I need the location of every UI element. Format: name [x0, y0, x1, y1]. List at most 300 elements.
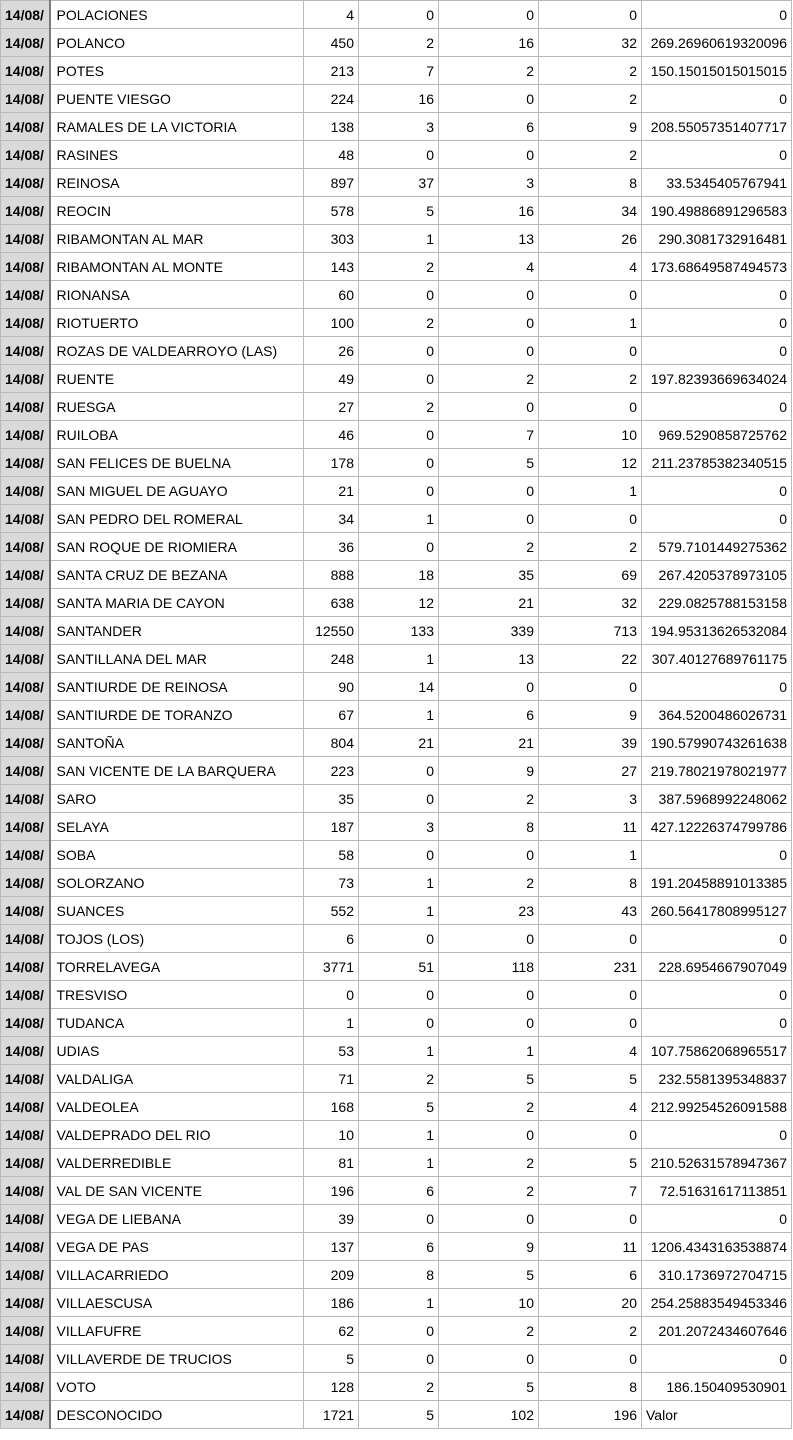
date-cell[interactable]: 14/08/: [1, 505, 50, 533]
value-cell-d[interactable]: 0: [539, 1, 642, 29]
value-cell-a[interactable]: 62: [304, 1317, 359, 1345]
date-cell[interactable]: 14/08/: [1, 1009, 50, 1037]
value-cell-b[interactable]: 2: [359, 1373, 439, 1401]
value-cell-c[interactable]: 35: [439, 561, 539, 589]
value-cell-b[interactable]: 5: [359, 197, 439, 225]
municipality-cell[interactable]: RUILOBA: [50, 421, 304, 449]
rate-cell[interactable]: 186.150409530901: [642, 1373, 792, 1401]
rate-cell[interactable]: 254.25883549453346: [642, 1289, 792, 1317]
value-cell-b[interactable]: 2: [359, 1065, 439, 1093]
municipality-cell[interactable]: SANTA CRUZ DE BEZANA: [50, 561, 304, 589]
value-cell-d[interactable]: 8: [539, 169, 642, 197]
value-cell-a[interactable]: 27: [304, 393, 359, 421]
value-cell-d[interactable]: 20: [539, 1289, 642, 1317]
municipality-cell[interactable]: VOTO: [50, 1373, 304, 1401]
municipality-cell[interactable]: SAN PEDRO DEL ROMERAL: [50, 505, 304, 533]
municipality-cell[interactable]: ROZAS DE VALDEARROYO (LAS): [50, 337, 304, 365]
date-cell[interactable]: 14/08/: [1, 1317, 50, 1345]
value-cell-d[interactable]: 5: [539, 1065, 642, 1093]
value-cell-a[interactable]: 248: [304, 645, 359, 673]
value-cell-c[interactable]: 0: [439, 505, 539, 533]
value-cell-c[interactable]: 10: [439, 1289, 539, 1317]
value-cell-b[interactable]: 0: [359, 757, 439, 785]
value-cell-d[interactable]: 2: [539, 1317, 642, 1345]
municipality-cell[interactable]: TORRELAVEGA: [50, 953, 304, 981]
date-cell[interactable]: 14/08/: [1, 785, 50, 813]
municipality-cell[interactable]: VEGA DE LIEBANA: [50, 1205, 304, 1233]
value-cell-c[interactable]: 21: [439, 589, 539, 617]
date-cell[interactable]: 14/08/: [1, 281, 50, 309]
value-cell-d[interactable]: 5: [539, 1149, 642, 1177]
value-cell-a[interactable]: 58: [304, 841, 359, 869]
value-cell-d[interactable]: 0: [539, 1205, 642, 1233]
municipality-cell[interactable]: REINOSA: [50, 169, 304, 197]
value-cell-a[interactable]: 35: [304, 785, 359, 813]
value-cell-b[interactable]: 1: [359, 1289, 439, 1317]
date-cell[interactable]: 14/08/: [1, 57, 50, 85]
value-cell-b[interactable]: 8: [359, 1261, 439, 1289]
municipality-cell[interactable]: RUESGA: [50, 393, 304, 421]
rate-cell[interactable]: 211.23785382340515: [642, 449, 792, 477]
value-cell-c[interactable]: 9: [439, 757, 539, 785]
municipality-cell[interactable]: REOCIN: [50, 197, 304, 225]
value-cell-d[interactable]: 8: [539, 1373, 642, 1401]
value-cell-d[interactable]: 26: [539, 225, 642, 253]
value-cell-a[interactable]: 137: [304, 1233, 359, 1261]
value-cell-c[interactable]: 2: [439, 1093, 539, 1121]
rate-cell[interactable]: 190.49886891296583: [642, 197, 792, 225]
value-cell-c[interactable]: 16: [439, 197, 539, 225]
rate-cell[interactable]: 0: [642, 981, 792, 1009]
value-cell-d[interactable]: 39: [539, 729, 642, 757]
municipality-cell[interactable]: RIOTUERTO: [50, 309, 304, 337]
municipality-cell[interactable]: SAN MIGUEL DE AGUAYO: [50, 477, 304, 505]
value-cell-b[interactable]: 0: [359, 1345, 439, 1373]
municipality-cell[interactable]: SAN ROQUE DE RIOMIERA: [50, 533, 304, 561]
rate-cell[interactable]: Valor: [642, 1401, 792, 1429]
rate-cell[interactable]: 0: [642, 841, 792, 869]
rate-cell[interactable]: 0: [642, 925, 792, 953]
value-cell-b[interactable]: 18: [359, 561, 439, 589]
value-cell-a[interactable]: 4: [304, 1, 359, 29]
value-cell-a[interactable]: 128: [304, 1373, 359, 1401]
municipality-cell[interactable]: VILLAVERDE DE TRUCIOS: [50, 1345, 304, 1373]
municipality-cell[interactable]: SOLORZANO: [50, 869, 304, 897]
value-cell-b[interactable]: 12: [359, 589, 439, 617]
value-cell-d[interactable]: 0: [539, 925, 642, 953]
rate-cell[interactable]: 267.4205378973105: [642, 561, 792, 589]
value-cell-a[interactable]: 168: [304, 1093, 359, 1121]
value-cell-b[interactable]: 6: [359, 1233, 439, 1261]
rate-cell[interactable]: 387.5968992248062: [642, 785, 792, 813]
rate-cell[interactable]: 191.20458891013385: [642, 869, 792, 897]
date-cell[interactable]: 14/08/: [1, 533, 50, 561]
rate-cell[interactable]: 201.2072434607646: [642, 1317, 792, 1345]
municipality-cell[interactable]: DESCONOCIDO: [50, 1401, 304, 1429]
date-cell[interactable]: 14/08/: [1, 1289, 50, 1317]
value-cell-c[interactable]: 5: [439, 1373, 539, 1401]
value-cell-a[interactable]: 6: [304, 925, 359, 953]
date-cell[interactable]: 14/08/: [1, 421, 50, 449]
value-cell-a[interactable]: 638: [304, 589, 359, 617]
value-cell-c[interactable]: 1: [439, 1037, 539, 1065]
rate-cell[interactable]: 0: [642, 505, 792, 533]
value-cell-c[interactable]: 2: [439, 533, 539, 561]
rate-cell[interactable]: 210.52631578947367: [642, 1149, 792, 1177]
rate-cell[interactable]: 427.12226374799786: [642, 813, 792, 841]
value-cell-d[interactable]: 196: [539, 1401, 642, 1429]
municipality-cell[interactable]: SELAYA: [50, 813, 304, 841]
rate-cell[interactable]: 228.6954667907049: [642, 953, 792, 981]
value-cell-b[interactable]: 0: [359, 533, 439, 561]
municipality-cell[interactable]: VILLACARRIEDO: [50, 1261, 304, 1289]
municipality-cell[interactable]: SAN VICENTE DE LA BARQUERA: [50, 757, 304, 785]
date-cell[interactable]: 14/08/: [1, 365, 50, 393]
rate-cell[interactable]: 1206.4343163538874: [642, 1233, 792, 1261]
value-cell-c[interactable]: 0: [439, 141, 539, 169]
date-cell[interactable]: 14/08/: [1, 225, 50, 253]
value-cell-d[interactable]: 0: [539, 505, 642, 533]
value-cell-c[interactable]: 0: [439, 1205, 539, 1233]
rate-cell[interactable]: 173.68649587494573: [642, 253, 792, 281]
value-cell-b[interactable]: 2: [359, 29, 439, 57]
value-cell-c[interactable]: 2: [439, 57, 539, 85]
value-cell-d[interactable]: 69: [539, 561, 642, 589]
value-cell-a[interactable]: 67: [304, 701, 359, 729]
value-cell-c[interactable]: 0: [439, 337, 539, 365]
value-cell-a[interactable]: 1: [304, 1009, 359, 1037]
date-cell[interactable]: 14/08/: [1, 1261, 50, 1289]
rate-cell[interactable]: 364.5200486026731: [642, 701, 792, 729]
value-cell-a[interactable]: 303: [304, 225, 359, 253]
municipality-cell[interactable]: SANTILLANA DEL MAR: [50, 645, 304, 673]
value-cell-c[interactable]: 0: [439, 281, 539, 309]
value-cell-c[interactable]: 13: [439, 645, 539, 673]
rate-cell[interactable]: 269.26960619320096: [642, 29, 792, 57]
value-cell-a[interactable]: 187: [304, 813, 359, 841]
rate-cell[interactable]: 194.95313626532084: [642, 617, 792, 645]
rate-cell[interactable]: 0: [642, 1009, 792, 1037]
value-cell-c[interactable]: 118: [439, 953, 539, 981]
value-cell-a[interactable]: 46: [304, 421, 359, 449]
value-cell-a[interactable]: 26: [304, 337, 359, 365]
rate-cell[interactable]: 208.55057351407717: [642, 113, 792, 141]
date-cell[interactable]: 14/08/: [1, 561, 50, 589]
value-cell-c[interactable]: 6: [439, 701, 539, 729]
rate-cell[interactable]: 0: [642, 281, 792, 309]
value-cell-b[interactable]: 0: [359, 281, 439, 309]
date-cell[interactable]: 14/08/: [1, 645, 50, 673]
value-cell-b[interactable]: 0: [359, 421, 439, 449]
value-cell-c[interactable]: 0: [439, 841, 539, 869]
date-cell[interactable]: 14/08/: [1, 897, 50, 925]
value-cell-d[interactable]: 0: [539, 337, 642, 365]
municipality-cell[interactable]: POLANCO: [50, 29, 304, 57]
value-cell-c[interactable]: 13: [439, 225, 539, 253]
municipality-cell[interactable]: PUENTE VIESGO: [50, 85, 304, 113]
rate-cell[interactable]: 219.78021978021977: [642, 757, 792, 785]
value-cell-a[interactable]: 5: [304, 1345, 359, 1373]
value-cell-a[interactable]: 100: [304, 309, 359, 337]
value-cell-c[interactable]: 0: [439, 477, 539, 505]
date-cell[interactable]: 14/08/: [1, 29, 50, 57]
value-cell-a[interactable]: 804: [304, 729, 359, 757]
value-cell-c[interactable]: 102: [439, 1401, 539, 1429]
rate-cell[interactable]: 107.75862068965517: [642, 1037, 792, 1065]
value-cell-d[interactable]: 2: [539, 533, 642, 561]
rate-cell[interactable]: 579.7101449275362: [642, 533, 792, 561]
value-cell-c[interactable]: 8: [439, 813, 539, 841]
value-cell-b[interactable]: 0: [359, 1, 439, 29]
municipality-cell[interactable]: RASINES: [50, 141, 304, 169]
value-cell-d[interactable]: 713: [539, 617, 642, 645]
value-cell-d[interactable]: 2: [539, 85, 642, 113]
value-cell-d[interactable]: 11: [539, 813, 642, 841]
value-cell-d[interactable]: 32: [539, 29, 642, 57]
rate-cell[interactable]: 969.5290858725762: [642, 421, 792, 449]
value-cell-b[interactable]: 1: [359, 1037, 439, 1065]
date-cell[interactable]: 14/08/: [1, 1121, 50, 1149]
value-cell-a[interactable]: 209: [304, 1261, 359, 1289]
value-cell-b[interactable]: 2: [359, 393, 439, 421]
value-cell-a[interactable]: 60: [304, 281, 359, 309]
date-cell[interactable]: 14/08/: [1, 1401, 50, 1429]
value-cell-b[interactable]: 6: [359, 1177, 439, 1205]
value-cell-c[interactable]: 0: [439, 1121, 539, 1149]
value-cell-a[interactable]: 138: [304, 113, 359, 141]
value-cell-b[interactable]: 1: [359, 225, 439, 253]
value-cell-d[interactable]: 1: [539, 477, 642, 505]
rate-cell[interactable]: 190.57990743261638: [642, 729, 792, 757]
value-cell-b[interactable]: 16: [359, 85, 439, 113]
value-cell-d[interactable]: 8: [539, 869, 642, 897]
date-cell[interactable]: 14/08/: [1, 701, 50, 729]
municipality-cell[interactable]: SAN FELICES DE BUELNA: [50, 449, 304, 477]
value-cell-a[interactable]: 0: [304, 981, 359, 1009]
date-cell[interactable]: 14/08/: [1, 449, 50, 477]
date-cell[interactable]: 14/08/: [1, 981, 50, 1009]
value-cell-c[interactable]: 0: [439, 925, 539, 953]
value-cell-c[interactable]: 2: [439, 1149, 539, 1177]
value-cell-d[interactable]: 0: [539, 281, 642, 309]
date-cell[interactable]: 14/08/: [1, 925, 50, 953]
value-cell-d[interactable]: 2: [539, 141, 642, 169]
value-cell-b[interactable]: 1: [359, 1121, 439, 1149]
value-cell-a[interactable]: 213: [304, 57, 359, 85]
rate-cell[interactable]: 0: [642, 141, 792, 169]
value-cell-c[interactable]: 2: [439, 785, 539, 813]
municipality-cell[interactable]: VALDEPRADO DEL RIO: [50, 1121, 304, 1149]
date-cell[interactable]: 14/08/: [1, 1177, 50, 1205]
value-cell-b[interactable]: 5: [359, 1401, 439, 1429]
municipality-cell[interactable]: VILLAESCUSA: [50, 1289, 304, 1317]
municipality-cell[interactable]: TOJOS (LOS): [50, 925, 304, 953]
value-cell-a[interactable]: 34: [304, 505, 359, 533]
value-cell-d[interactable]: 32: [539, 589, 642, 617]
value-cell-b[interactable]: 0: [359, 841, 439, 869]
value-cell-c[interactable]: 0: [439, 393, 539, 421]
rate-cell[interactable]: 150.15015015015015: [642, 57, 792, 85]
value-cell-b[interactable]: 21: [359, 729, 439, 757]
rate-cell[interactable]: 0: [642, 1121, 792, 1149]
value-cell-b[interactable]: 0: [359, 477, 439, 505]
municipality-cell[interactable]: SARO: [50, 785, 304, 813]
value-cell-d[interactable]: 10: [539, 421, 642, 449]
value-cell-b[interactable]: 0: [359, 141, 439, 169]
value-cell-d[interactable]: 9: [539, 701, 642, 729]
value-cell-d[interactable]: 6: [539, 1261, 642, 1289]
rate-cell[interactable]: 0: [642, 1345, 792, 1373]
value-cell-c[interactable]: 0: [439, 309, 539, 337]
value-cell-a[interactable]: 1721: [304, 1401, 359, 1429]
rate-cell[interactable]: 0: [642, 309, 792, 337]
date-cell[interactable]: 14/08/: [1, 869, 50, 897]
value-cell-a[interactable]: 53: [304, 1037, 359, 1065]
value-cell-b[interactable]: 0: [359, 1205, 439, 1233]
date-cell[interactable]: 14/08/: [1, 953, 50, 981]
value-cell-b[interactable]: 0: [359, 1317, 439, 1345]
value-cell-d[interactable]: 9: [539, 113, 642, 141]
municipality-cell[interactable]: SANTIURDE DE TORANZO: [50, 701, 304, 729]
value-cell-c[interactable]: 16: [439, 29, 539, 57]
municipality-cell[interactable]: SANTOÑA: [50, 729, 304, 757]
value-cell-d[interactable]: 11: [539, 1233, 642, 1261]
value-cell-b[interactable]: 1: [359, 505, 439, 533]
value-cell-b[interactable]: 3: [359, 113, 439, 141]
value-cell-c[interactable]: 2: [439, 1177, 539, 1205]
rate-cell[interactable]: 0: [642, 85, 792, 113]
value-cell-a[interactable]: 143: [304, 253, 359, 281]
date-cell[interactable]: 14/08/: [1, 1373, 50, 1401]
value-cell-a[interactable]: 36: [304, 533, 359, 561]
value-cell-a[interactable]: 196: [304, 1177, 359, 1205]
value-cell-d[interactable]: 34: [539, 197, 642, 225]
municipality-cell[interactable]: RIONANSA: [50, 281, 304, 309]
date-cell[interactable]: 14/08/: [1, 841, 50, 869]
date-cell[interactable]: 14/08/: [1, 169, 50, 197]
value-cell-c[interactable]: 6: [439, 113, 539, 141]
value-cell-c[interactable]: 4: [439, 253, 539, 281]
value-cell-c[interactable]: 0: [439, 1, 539, 29]
value-cell-b[interactable]: 0: [359, 337, 439, 365]
value-cell-b[interactable]: 7: [359, 57, 439, 85]
value-cell-b[interactable]: 51: [359, 953, 439, 981]
value-cell-c[interactable]: 0: [439, 981, 539, 1009]
value-cell-c[interactable]: 0: [439, 1009, 539, 1037]
date-cell[interactable]: 14/08/: [1, 729, 50, 757]
value-cell-d[interactable]: 0: [539, 981, 642, 1009]
value-cell-d[interactable]: 4: [539, 1037, 642, 1065]
value-cell-a[interactable]: 90: [304, 673, 359, 701]
value-cell-b[interactable]: 0: [359, 365, 439, 393]
value-cell-c[interactable]: 9: [439, 1233, 539, 1261]
date-cell[interactable]: 14/08/: [1, 617, 50, 645]
rate-cell[interactable]: 232.5581395348837: [642, 1065, 792, 1093]
value-cell-c[interactable]: 339: [439, 617, 539, 645]
value-cell-b[interactable]: 0: [359, 449, 439, 477]
value-cell-b[interactable]: 1: [359, 1149, 439, 1177]
value-cell-d[interactable]: 12: [539, 449, 642, 477]
rate-cell[interactable]: 72.51631617113851: [642, 1177, 792, 1205]
municipality-cell[interactable]: VALDEOLEA: [50, 1093, 304, 1121]
date-cell[interactable]: 14/08/: [1, 757, 50, 785]
value-cell-b[interactable]: 0: [359, 1009, 439, 1037]
date-cell[interactable]: 14/08/: [1, 113, 50, 141]
municipality-cell[interactable]: VILLAFUFRE: [50, 1317, 304, 1345]
rate-cell[interactable]: 0: [642, 477, 792, 505]
date-cell[interactable]: 14/08/: [1, 1093, 50, 1121]
value-cell-d[interactable]: 0: [539, 1121, 642, 1149]
value-cell-a[interactable]: 3771: [304, 953, 359, 981]
date-cell[interactable]: 14/08/: [1, 337, 50, 365]
value-cell-a[interactable]: 48: [304, 141, 359, 169]
municipality-cell[interactable]: VALDERREDIBLE: [50, 1149, 304, 1177]
value-cell-d[interactable]: 43: [539, 897, 642, 925]
value-cell-b[interactable]: 1: [359, 869, 439, 897]
rate-cell[interactable]: 0: [642, 673, 792, 701]
value-cell-d[interactable]: 1: [539, 309, 642, 337]
value-cell-c[interactable]: 0: [439, 1345, 539, 1373]
value-cell-a[interactable]: 10: [304, 1121, 359, 1149]
value-cell-a[interactable]: 186: [304, 1289, 359, 1317]
value-cell-b[interactable]: 1: [359, 645, 439, 673]
value-cell-b[interactable]: 14: [359, 673, 439, 701]
value-cell-b[interactable]: 37: [359, 169, 439, 197]
date-cell[interactable]: 14/08/: [1, 1, 50, 29]
rate-cell[interactable]: 33.5345405767941: [642, 169, 792, 197]
value-cell-c[interactable]: 7: [439, 421, 539, 449]
value-cell-d[interactable]: 2: [539, 365, 642, 393]
value-cell-b[interactable]: 2: [359, 309, 439, 337]
rate-cell[interactable]: 310.1736972704715: [642, 1261, 792, 1289]
value-cell-a[interactable]: 897: [304, 169, 359, 197]
municipality-cell[interactable]: SOBA: [50, 841, 304, 869]
value-cell-c[interactable]: 2: [439, 365, 539, 393]
value-cell-d[interactable]: 0: [539, 673, 642, 701]
value-cell-d[interactable]: 7: [539, 1177, 642, 1205]
value-cell-d[interactable]: 22: [539, 645, 642, 673]
value-cell-b[interactable]: 1: [359, 897, 439, 925]
municipality-cell[interactable]: VEGA DE PAS: [50, 1233, 304, 1261]
date-cell[interactable]: 14/08/: [1, 673, 50, 701]
value-cell-c[interactable]: 5: [439, 1065, 539, 1093]
value-cell-c[interactable]: 0: [439, 85, 539, 113]
rate-cell[interactable]: 229.0825788153158: [642, 589, 792, 617]
municipality-cell[interactable]: TRESVISO: [50, 981, 304, 1009]
value-cell-a[interactable]: 552: [304, 897, 359, 925]
municipality-cell[interactable]: RUENTE: [50, 365, 304, 393]
value-cell-a[interactable]: 73: [304, 869, 359, 897]
value-cell-b[interactable]: 5: [359, 1093, 439, 1121]
municipality-cell[interactable]: SANTIURDE DE REINOSA: [50, 673, 304, 701]
value-cell-c[interactable]: 5: [439, 449, 539, 477]
value-cell-c[interactable]: 5: [439, 1261, 539, 1289]
date-cell[interactable]: 14/08/: [1, 477, 50, 505]
rate-cell[interactable]: 290.3081732916481: [642, 225, 792, 253]
value-cell-d[interactable]: 2: [539, 57, 642, 85]
date-cell[interactable]: 14/08/: [1, 253, 50, 281]
date-cell[interactable]: 14/08/: [1, 1345, 50, 1373]
municipality-cell[interactable]: POLACIONES: [50, 1, 304, 29]
value-cell-c[interactable]: 0: [439, 673, 539, 701]
rate-cell[interactable]: 0: [642, 393, 792, 421]
municipality-cell[interactable]: TUDANCA: [50, 1009, 304, 1037]
municipality-cell[interactable]: POTES: [50, 57, 304, 85]
date-cell[interactable]: 14/08/: [1, 1037, 50, 1065]
value-cell-d[interactable]: 4: [539, 1093, 642, 1121]
value-cell-a[interactable]: 178: [304, 449, 359, 477]
municipality-cell[interactable]: SUANCES: [50, 897, 304, 925]
